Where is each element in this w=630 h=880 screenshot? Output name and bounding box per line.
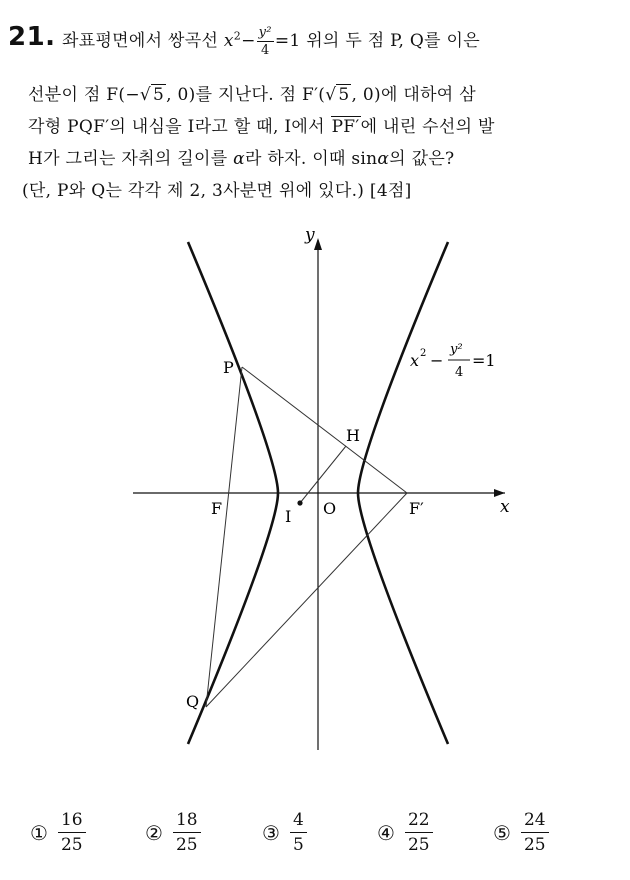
choice-5-mark: ⑤: [493, 821, 511, 845]
y-axis-arrow: [314, 238, 322, 250]
x-axis-label: x: [500, 497, 510, 517]
point-f-prime-label: F′: [409, 499, 424, 518]
point-p-label: P: [223, 358, 234, 377]
point-q-label: Q: [186, 692, 200, 711]
choice-2-fraction: [173, 812, 201, 854]
line1-prefix: 좌표평면에서 쌍곡선: [62, 31, 224, 51]
curve-label-rhs: =1: [472, 351, 496, 370]
segment-pf-prime: PF′: [331, 117, 360, 137]
curve-label-minus: −: [430, 351, 444, 370]
sqrt-expression-2: √ 5: [325, 85, 350, 105]
alpha-symbol: α: [233, 149, 245, 169]
eq-fraction-den: 4: [260, 43, 270, 58]
eq-x: x: [223, 31, 234, 51]
choice-5-den: 25: [523, 835, 546, 855]
choice-3[interactable]: [262, 812, 307, 854]
eq-rhs: =1: [274, 31, 301, 51]
origin-label: O: [323, 499, 337, 518]
curve-label-x: x: [410, 351, 420, 370]
segment-pf-prime-line: [242, 367, 407, 493]
eq-minus: −: [241, 31, 256, 51]
line2-b: , 0)를 지난다. 점 F′(: [166, 85, 326, 105]
curve-label-den: 4: [455, 365, 464, 380]
perpendicular-ih: [300, 446, 346, 503]
curve-label-num: y²: [450, 342, 463, 357]
sqrt-expression-1: √ 5: [139, 85, 165, 105]
alpha-symbol-2: α: [377, 149, 390, 169]
curve-equation-label: [410, 342, 496, 380]
choice-4[interactable]: [377, 812, 433, 854]
choice-2-den: 25: [175, 835, 198, 855]
point-f-label: F: [211, 499, 223, 518]
choice-3-mark: ③: [262, 821, 280, 845]
choice-2[interactable]: [145, 812, 201, 854]
answer-choices: [0, 812, 630, 872]
line1-suffix: 위의 두 점 P, Q를 이은: [300, 31, 480, 51]
question-number: 21.: [8, 22, 56, 52]
line4-b: 라 하자. 이때 sin: [244, 149, 378, 169]
choice-4-fraction: [405, 812, 433, 854]
line3-b: 에 내린 수선의 발: [360, 117, 495, 137]
incenter-point: [297, 500, 302, 505]
line2-a: 선분이 점 F(−: [28, 85, 140, 105]
sqrt-radicand-1: 5: [153, 85, 165, 105]
choice-5[interactable]: [493, 812, 549, 854]
segment-qf-prime: [206, 493, 407, 707]
point-i-label: I: [285, 507, 292, 526]
choice-1-fraction: [58, 812, 86, 854]
choice-1-den: 25: [60, 835, 83, 855]
choice-2-num: 18: [173, 812, 201, 833]
line2-c: , 0)에 대하여 삼: [351, 85, 476, 105]
choice-5-fraction: [521, 812, 549, 854]
choice-1-mark: ①: [30, 821, 48, 845]
choice-4-den: 25: [407, 835, 430, 855]
choice-5-num: 24: [521, 812, 549, 833]
line4-c: 의 값은?: [389, 149, 455, 169]
choice-1[interactable]: [30, 812, 86, 854]
choice-3-num: 4: [290, 812, 307, 833]
sqrt-radicand-2: 5: [338, 85, 350, 105]
line3-a: 각형 PQF′의 내심을 I라고 할 때, I에서: [28, 117, 331, 137]
point-h-label: H: [346, 426, 360, 445]
curve-label-sup: 2: [420, 348, 427, 359]
eq-fraction-num: y²: [258, 25, 272, 40]
eq-sup: 2: [233, 29, 242, 43]
choice-4-num: 22: [405, 812, 433, 833]
line4-a: H가 그리는 자취의 길이를: [28, 149, 234, 169]
choice-2-mark: ②: [145, 821, 163, 845]
question-condition: (단, P와 Q는 각각 제 2, 3사분면 위에 있다.) [4점]: [22, 181, 412, 201]
choice-1-num: 16: [58, 812, 86, 833]
choice-3-den: 5: [292, 835, 304, 855]
x-axis-arrow: [494, 489, 505, 497]
choice-4-mark: ④: [377, 821, 395, 845]
choice-3-fraction: [290, 812, 307, 854]
y-axis-label: y: [305, 225, 315, 245]
